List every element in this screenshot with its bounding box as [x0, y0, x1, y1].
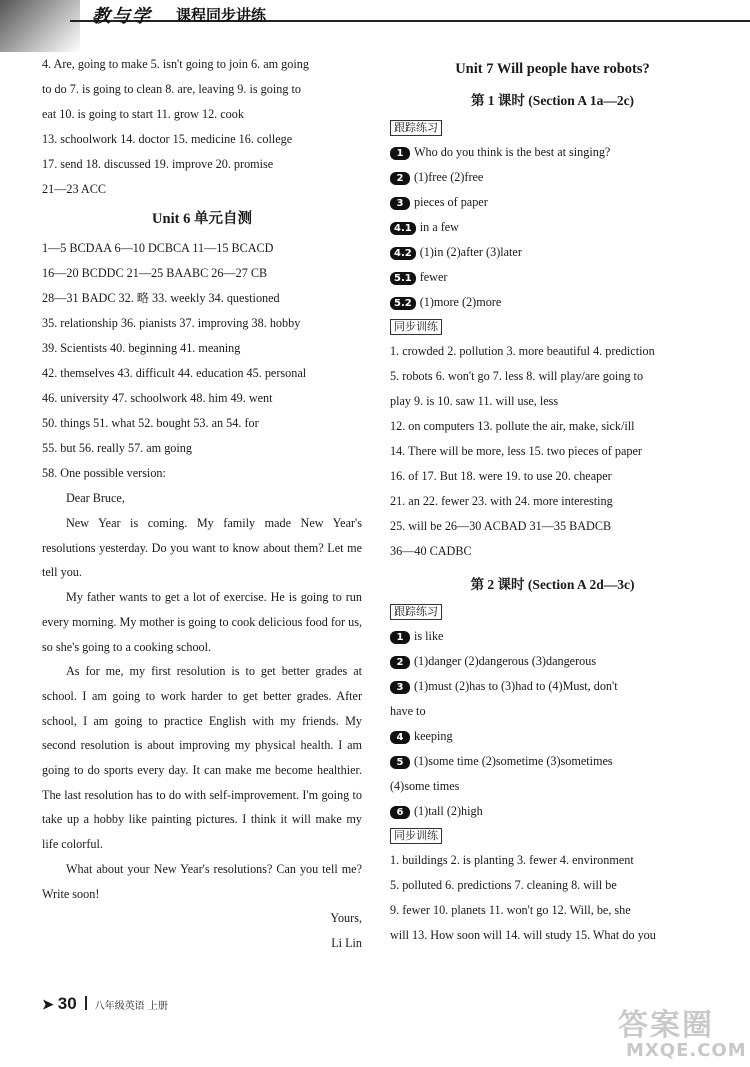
letter-paragraph: My father wants to get a lot of exercise. He is going to run every morning. My mother is going to cook delicious food for us, so she's going to a cooking school. — [42, 590, 362, 654]
lesson2-sync-answers — [390, 848, 715, 948]
answer-line — [390, 774, 715, 799]
answer-text: (1)must (2)has to (3)had to (4)Must, don't — [414, 679, 618, 693]
answer-line: 16—20 BCDDC 21—25 BAABC 26—27 CB — [42, 266, 268, 280]
lesson2-track-answers — [390, 624, 715, 824]
answer-line — [390, 699, 715, 724]
question-number-badge: 3 — [390, 197, 410, 210]
watermark-logo: 答案圈 — [618, 1008, 714, 1043]
answer-line: 17. send 18. discussed 19. improve 20. promise — [42, 157, 274, 171]
answer-line: 39. Scientists 40. beginning 41. meaning — [42, 341, 241, 355]
answer-line — [390, 799, 715, 824]
question-number-badge: 4.2 — [390, 247, 416, 260]
answer-text: (1)some time (2)sometime (3)sometimes — [414, 754, 613, 768]
answer-line — [390, 265, 715, 290]
question-number-badge: 2 — [390, 172, 410, 185]
unit6-answers — [42, 236, 362, 486]
page-footer — [42, 994, 168, 1014]
answer-line — [390, 724, 715, 749]
book-title: 八年级英语 上册 — [94, 1001, 168, 1012]
question-number-badge: 5.1 — [390, 272, 416, 285]
letter-salutation: Dear Bruce, — [66, 491, 125, 505]
answer-line — [390, 749, 715, 774]
unit7-title: Unit 7 Will people have robots? — [455, 61, 650, 77]
answer-line — [390, 624, 715, 649]
track-practice-label: 跟踪练习 — [390, 604, 442, 620]
page-number: 30 — [57, 994, 77, 1013]
answer-line: 25. will be 26—30 ACBAD 31—35 BADCB — [390, 519, 612, 533]
brand-logo: 教与学 — [92, 6, 152, 26]
question-number-badge: 5 — [390, 756, 410, 769]
answer-line — [390, 649, 715, 674]
answer-line: 5. polluted 6. predictions 7. cleaning 8. will be — [390, 878, 617, 892]
answer-line: 21. an 22. fewer 23. with 24. more interesting — [390, 494, 613, 508]
sync-training-label: 同步训练 — [390, 828, 442, 844]
header-decoration — [0, 0, 80, 52]
question-number-badge: 6 — [390, 806, 410, 819]
right-column — [390, 52, 715, 948]
answer-line: 21—23 ACC — [42, 182, 106, 196]
lesson1-sync-answers — [390, 339, 715, 564]
sync-training-label: 同步训练 — [390, 319, 442, 335]
answer-text: (4)some times — [390, 779, 460, 793]
arrow-icon: ➤ — [42, 996, 54, 1012]
letter-paragraph: New Year is coming. My family made New Year's resolutions yesterday. Do you want to know about them? Let me tell you. — [42, 516, 362, 580]
answer-line: 12. on computers 13. pollute the air, make, sick/ill — [390, 419, 635, 433]
answer-line: 14. There will be more, less 15. two pieces of paper — [390, 444, 642, 458]
answer-text: is like — [414, 629, 444, 643]
answer-line — [390, 290, 715, 315]
answer-line: 4. Are, going to make 5. isn't going to join 6. am going — [42, 57, 309, 71]
answer-line — [390, 240, 715, 265]
question-number-badge: 4 — [390, 731, 410, 744]
footer-divider — [85, 996, 87, 1010]
answer-text: (1)in (2)after (3)later — [419, 245, 522, 259]
watermark-url: MXQE.COM — [626, 1040, 747, 1061]
answer-line: 13. schoolwork 14. doctor 15. medicine 16. college — [42, 132, 293, 146]
answer-text: Who do you think is the best at singing? — [414, 145, 611, 159]
answer-line: 46. university 47. schoolwork 48. him 49. went — [42, 391, 273, 405]
lesson1-title: 第 1 课时 (Section A 1a—2c) — [470, 93, 635, 108]
answer-text: (1)free (2)free — [414, 170, 484, 184]
question-number-badge: 5.2 — [390, 297, 416, 310]
answer-line: 58. One possible version: — [42, 466, 166, 480]
letter-paragraph: As for me, my first resolution is to get better grades at school. I am going to work harder to get better grades. After school, I am going to practice English with my friends. My second resolution is about improving my physical health. I am going to do sports every day. It can make me become healthier. The last resolution has to do with self-improvement. I'm going to take up a hobby like painting pictures. I think it will make my life colorful. — [42, 664, 362, 852]
answer-text: pieces of paper — [414, 195, 488, 209]
letter-closing: Yours, — [330, 911, 362, 926]
page-header — [0, 0, 750, 50]
answer-line: eat 10. is going to start 11. grow 12. cook — [42, 107, 244, 121]
answer-text: keeping — [414, 729, 453, 743]
lesson1-track-answers — [390, 140, 715, 315]
header-subtitle: 课程同步讲练 — [176, 6, 267, 24]
answer-line: play 9. is 10. saw 11. will use, less — [390, 394, 559, 408]
letter-paragraph: What about your New Year's resolutions? Can you tell me? Write soon! — [42, 861, 362, 901]
unit5-answers — [42, 52, 362, 202]
watermark — [600, 1000, 750, 1067]
lesson2-title: 第 2 课时 (Section A 2d—3c) — [470, 577, 635, 592]
answer-text: (1)danger (2)dangerous (3)dangerous — [414, 654, 597, 668]
answer-line: will 13. How soon will 14. will study 15. What do you — [390, 928, 656, 942]
answer-line: 35. relationship 36. pianists 37. improving 38. hobby — [42, 316, 301, 330]
question-number-badge: 4.1 — [390, 222, 416, 235]
unit6-title: Unit 6 单元自测 — [152, 211, 252, 227]
answer-line: 5. robots 6. won't go 7. less 8. will play/are going to — [390, 369, 644, 383]
answer-line — [390, 140, 715, 165]
answer-line — [390, 190, 715, 215]
answer-line: to do 7. is going to clean 8. are, leaving 9. is going to — [42, 82, 301, 96]
answer-line — [390, 674, 715, 699]
letter-body — [42, 511, 362, 906]
question-number-badge: 3 — [390, 681, 410, 694]
answer-line — [390, 165, 715, 190]
answer-line: 55. but 56. really 57. am going — [42, 441, 192, 455]
question-number-badge: 2 — [390, 656, 410, 669]
answer-line: 36—40 CADBC — [390, 544, 472, 558]
question-number-badge: 1 — [390, 147, 410, 160]
answer-line: 28—31 BADC 32. 略 33. weekly 34. questioned — [42, 291, 280, 305]
header-rule — [70, 20, 750, 22]
answer-line: 50. things 51. what 52. bought 53. an 54. for — [42, 416, 259, 430]
answer-line: 1. crowded 2. pollution 3. more beautiful 4. prediction — [390, 344, 655, 358]
answer-text: (1)tall (2)high — [414, 804, 483, 818]
answer-text: fewer — [419, 270, 448, 284]
answer-line: 16. of 17. But 18. were 19. to use 20. cheaper — [390, 469, 612, 483]
answer-text: have to — [390, 704, 426, 718]
answer-line — [390, 215, 715, 240]
question-number-badge: 1 — [390, 631, 410, 644]
answer-text: (1)more (2)more — [419, 295, 502, 309]
track-practice-label: 跟踪练习 — [390, 120, 442, 136]
answer-line: 1—5 BCDAA 6—10 DCBCA 11—15 BCACD — [42, 241, 274, 255]
answer-line: 9. fewer 10. planets 11. won't go 12. Will, be, she — [390, 903, 631, 917]
answer-line: 42. themselves 43. difficult 44. education 45. personal — [42, 366, 307, 380]
letter-signature: Li Lin — [331, 936, 362, 951]
answer-line: 1. buildings 2. is planting 3. fewer 4. environment — [390, 853, 634, 867]
left-column — [42, 52, 362, 956]
answer-text: in a few — [419, 220, 459, 234]
